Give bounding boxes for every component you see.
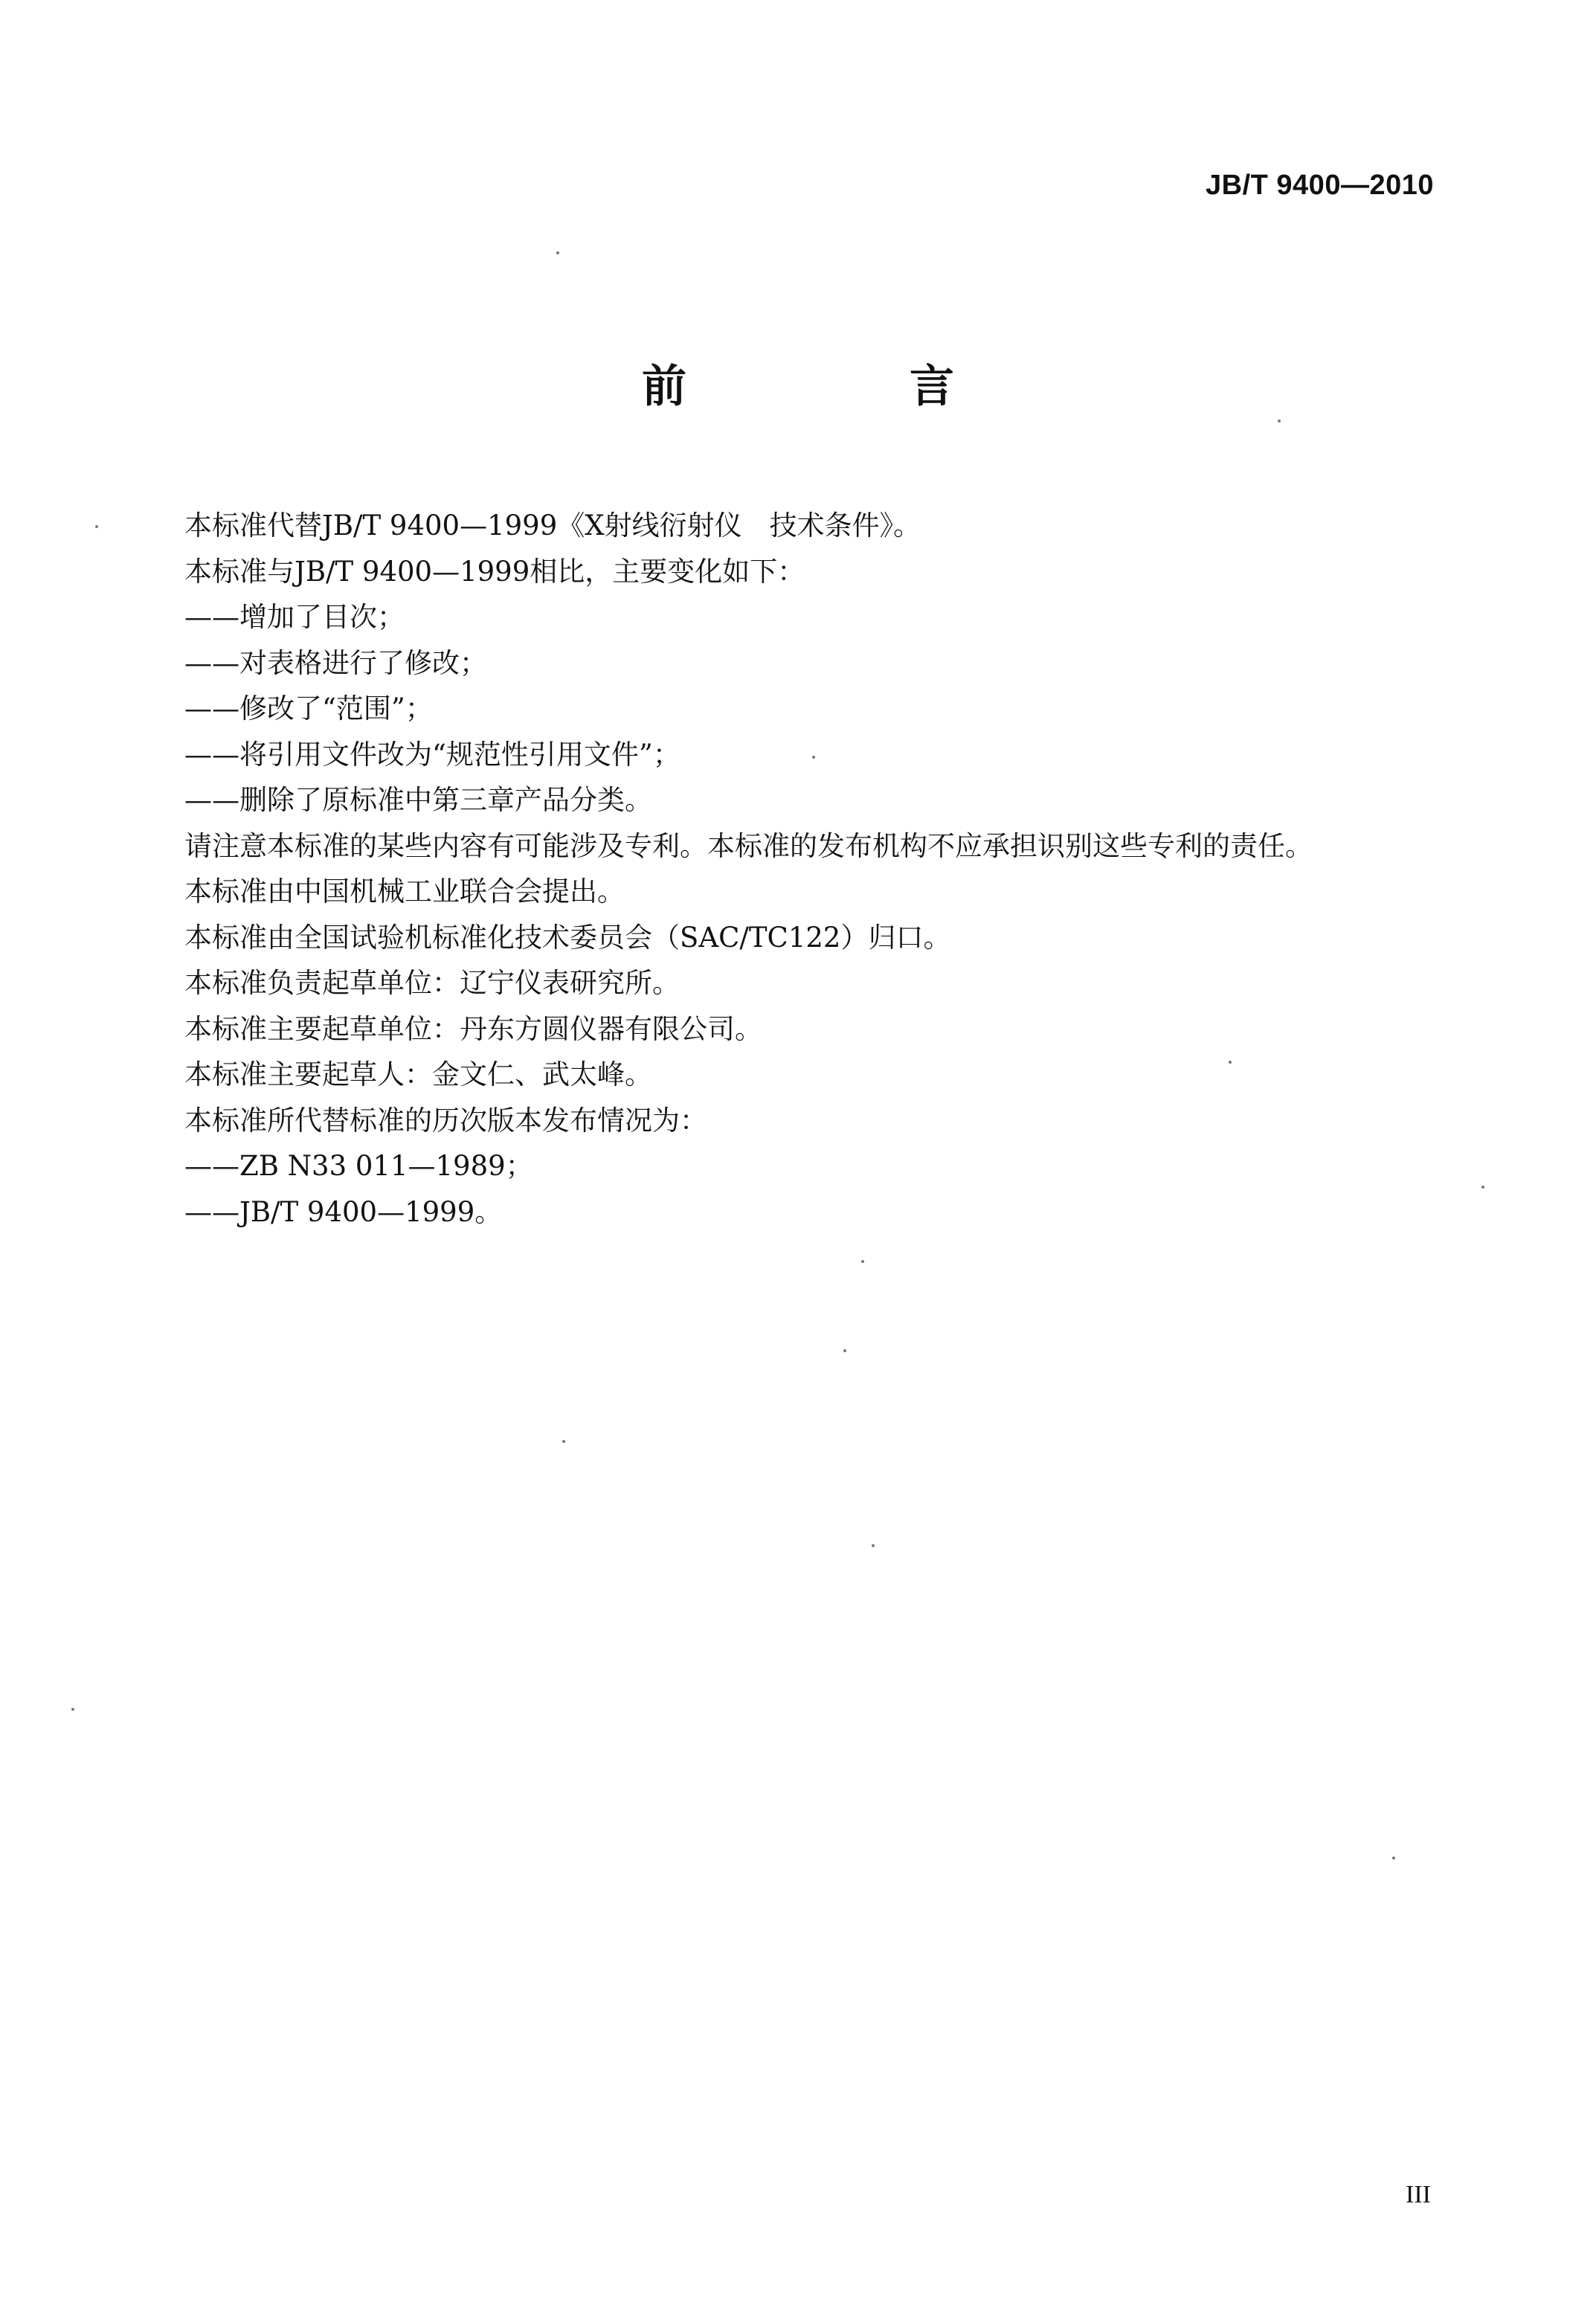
scan-speck — [1481, 1186, 1484, 1189]
version-history-item: ——JB/T 9400—1999。 — [184, 1195, 503, 1228]
scan-speck — [1392, 1857, 1395, 1860]
paragraph-responsible-drafter: 本标准负责起草单位：辽宁仪表研究所。 — [184, 967, 680, 999]
scan-speck — [1229, 1061, 1232, 1064]
version-history-item: ——ZB N33 011—1989； — [184, 1150, 533, 1182]
standard-number: JB/T 9400—2010 — [1206, 170, 1434, 201]
scan-speck — [556, 251, 559, 254]
scan-speck — [562, 1440, 565, 1443]
change-item: ——对表格进行了修改； — [184, 646, 487, 679]
paragraph-version-history-intro: 本标准所代替标准的历次版本发布情况为： — [184, 1104, 707, 1137]
paragraph-centralized-by: 本标准由全国试验机标准化技术委员会（SAC/TC122）归口。 — [184, 921, 951, 954]
change-item: ——将引用文件改为“规范性引用文件”； — [184, 738, 680, 771]
scan-speck — [872, 1544, 875, 1547]
page-number: III — [1406, 2181, 1431, 2208]
page-title: 前 言 — [642, 361, 1043, 413]
scan-speck — [843, 1349, 846, 1352]
scan-speck — [71, 1708, 74, 1711]
paragraph-main-drafters: 本标准主要起草人：金文仁、武太峰。 — [184, 1058, 652, 1090]
scan-speck — [1278, 420, 1281, 422]
change-item: ——增加了目次； — [184, 601, 405, 633]
paragraph-replaces: 本标准代替JB/T 9400—1999《X射线衍射仪 技术条件》。 — [184, 510, 921, 541]
change-item: ——修改了“范围”； — [184, 692, 433, 724]
paragraph-patent-notice: 请注意本标准的某些内容有可能涉及专利。本标准的发布机构不应承担识别这些专利的责任。 — [184, 829, 1313, 862]
scan-speck — [861, 1260, 864, 1263]
scan-speck — [95, 525, 98, 528]
change-item: ——删除了原标准中第三章产品分类。 — [184, 784, 652, 816]
foreword-body — [184, 503, 1464, 1235]
paragraph-proposed-by: 本标准由中国机械工业联合会提出。 — [184, 875, 625, 907]
paragraph-changes-intro: 本标准与JB/T 9400—1999相比，主要变化如下： — [184, 555, 805, 588]
scan-speck — [812, 756, 815, 759]
paragraph-main-drafting-unit: 本标准主要起草单位：丹东方圆仪器有限公司。 — [184, 1012, 762, 1045]
